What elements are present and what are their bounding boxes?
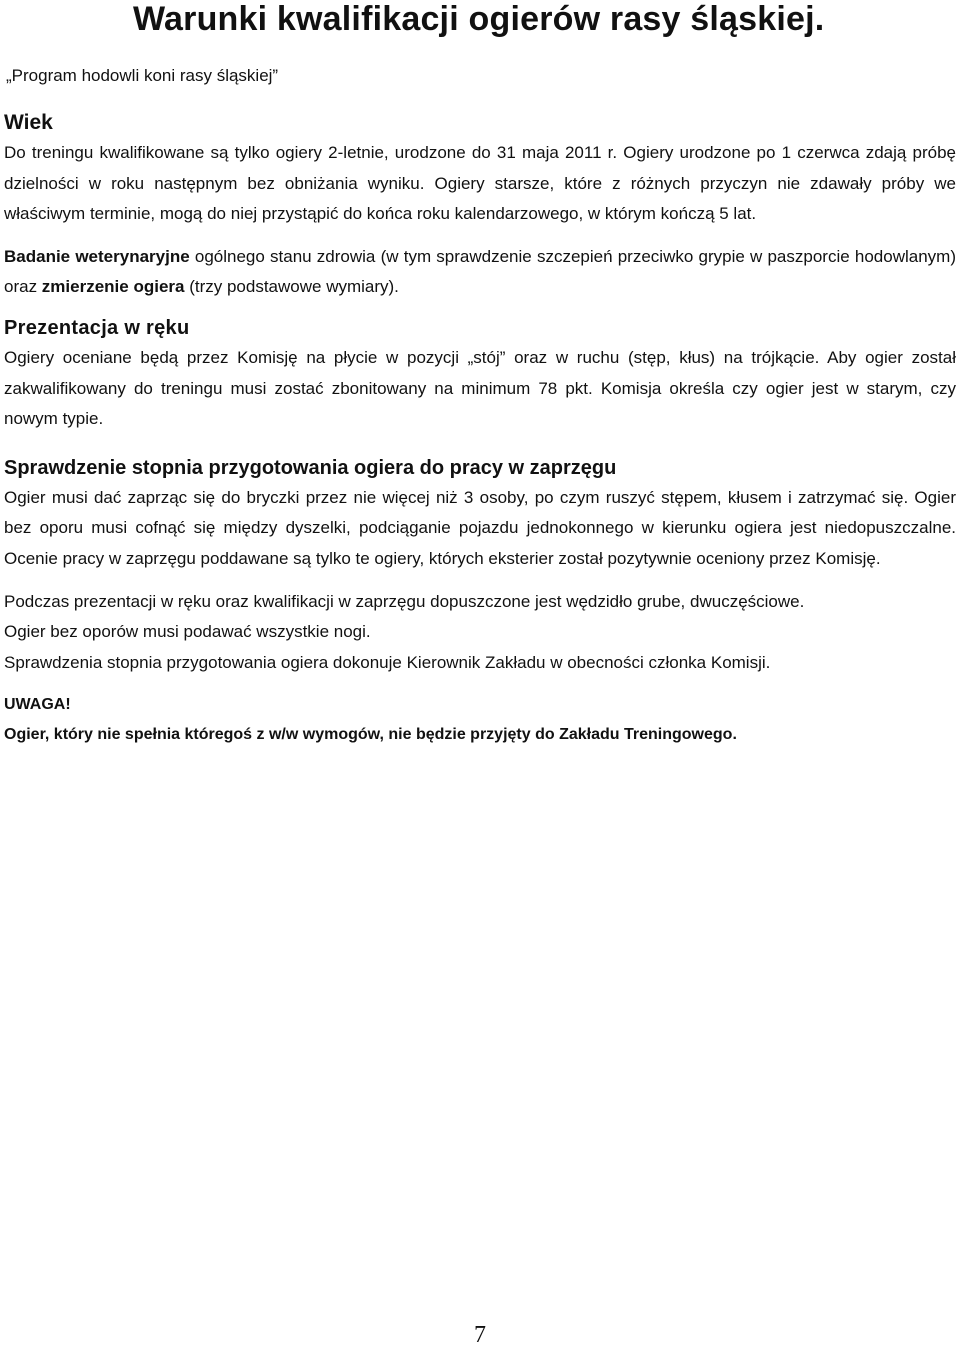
- section-heading-wiek: Wiek: [4, 111, 53, 134]
- badanie-bold-label: Badanie weterynaryjne: [4, 246, 190, 266]
- badanie-text-2: (trzy podstawowe wymiary).: [184, 277, 399, 297]
- note-line-2: Ogier bez oporów musi podawać wszystkie nogi.: [4, 622, 371, 642]
- warning-label: UWAGA!: [4, 696, 71, 714]
- document-content: [4, 108, 956, 750]
- section-heading-prezentacja: Prezentacja w ręku: [4, 316, 190, 339]
- paragraph-prezentacja: Ogiery oceniane będą przez Komisję na płycie w pozycji „stój” oraz w ruchu (stęp, kłus) na trójkącie. Aby ogier został zakwalifikowany do treningu musi zostać zbonitowany na minimum 78 pkt. Komisja określa czy ogier jest w starym, czy nowym typie.: [4, 347, 956, 429]
- paragraph-wiek: Do treningu kwalifikowane są tylko ogiery 2-letnie, urodzone do 31 maja 2011 r. Ogiery urodzone po 1 czerwca zdają próbę dzielności w roku następnym bez obniżania wyniku. Ogiery starsze, które z różnych przyczyn nie zdawały próby we właściwym terminie, mogą do niej przystąpić do końca roku kalendarzowego, w którym kończą 5 lat.: [4, 143, 956, 224]
- paragraph-badanie: [4, 242, 956, 303]
- paragraph-zaprzeg: Ogier musi dać zaprząc się do bryczki przez nie więcej niż 3 osoby, po czym ruszyć stępem, kłusem i zatrzymać się. Ogier bez oporu musi cofnąć się między dyszelki, podciąganie pojazdu jednokonnego w kierunku ogiera jest niedopuszczalne. Ocenie pracy w zaprzęgu poddawane są tylko te ogiery, których eksterier został pozytywnie oceniony przez Komisję.: [4, 487, 956, 568]
- note-line-3: Sprawdzenia stopnia przygotowania ogiera dokonuje Kierownik Zakładu w obecności członka Komisji.: [4, 652, 771, 672]
- document-title: Warunki kwalifikacji ogierów rasy śląskiej.: [133, 0, 825, 38]
- badanie-bold-measure: zmierzenie ogiera: [41, 277, 185, 297]
- page-number: 7: [474, 1322, 486, 1348]
- section-heading-zaprzeg: Sprawdzenie stopnia przygotowania ogiera do pracy w zaprzęgu: [4, 456, 617, 479]
- document-subtitle: „Program hodowli koni rasy śląskiej”: [6, 66, 279, 85]
- warning-text: Ogier, który nie spełnia któregoś z w/w wymogów, nie będzie przyjęty do Zakładu Treningowego.: [4, 726, 737, 744]
- badanie-text-1: ogólnego stanu zdrowia (w tym sprawdzenie szczepień przeciwko grypie w paszporcie hodowlanym) oraz: [4, 246, 956, 297]
- note-line-1: Podczas prezentacji w ręku oraz kwalifikacji w zaprzęgu dopuszczone jest wędzidło grube, dwuczęściowe.: [4, 591, 805, 611]
